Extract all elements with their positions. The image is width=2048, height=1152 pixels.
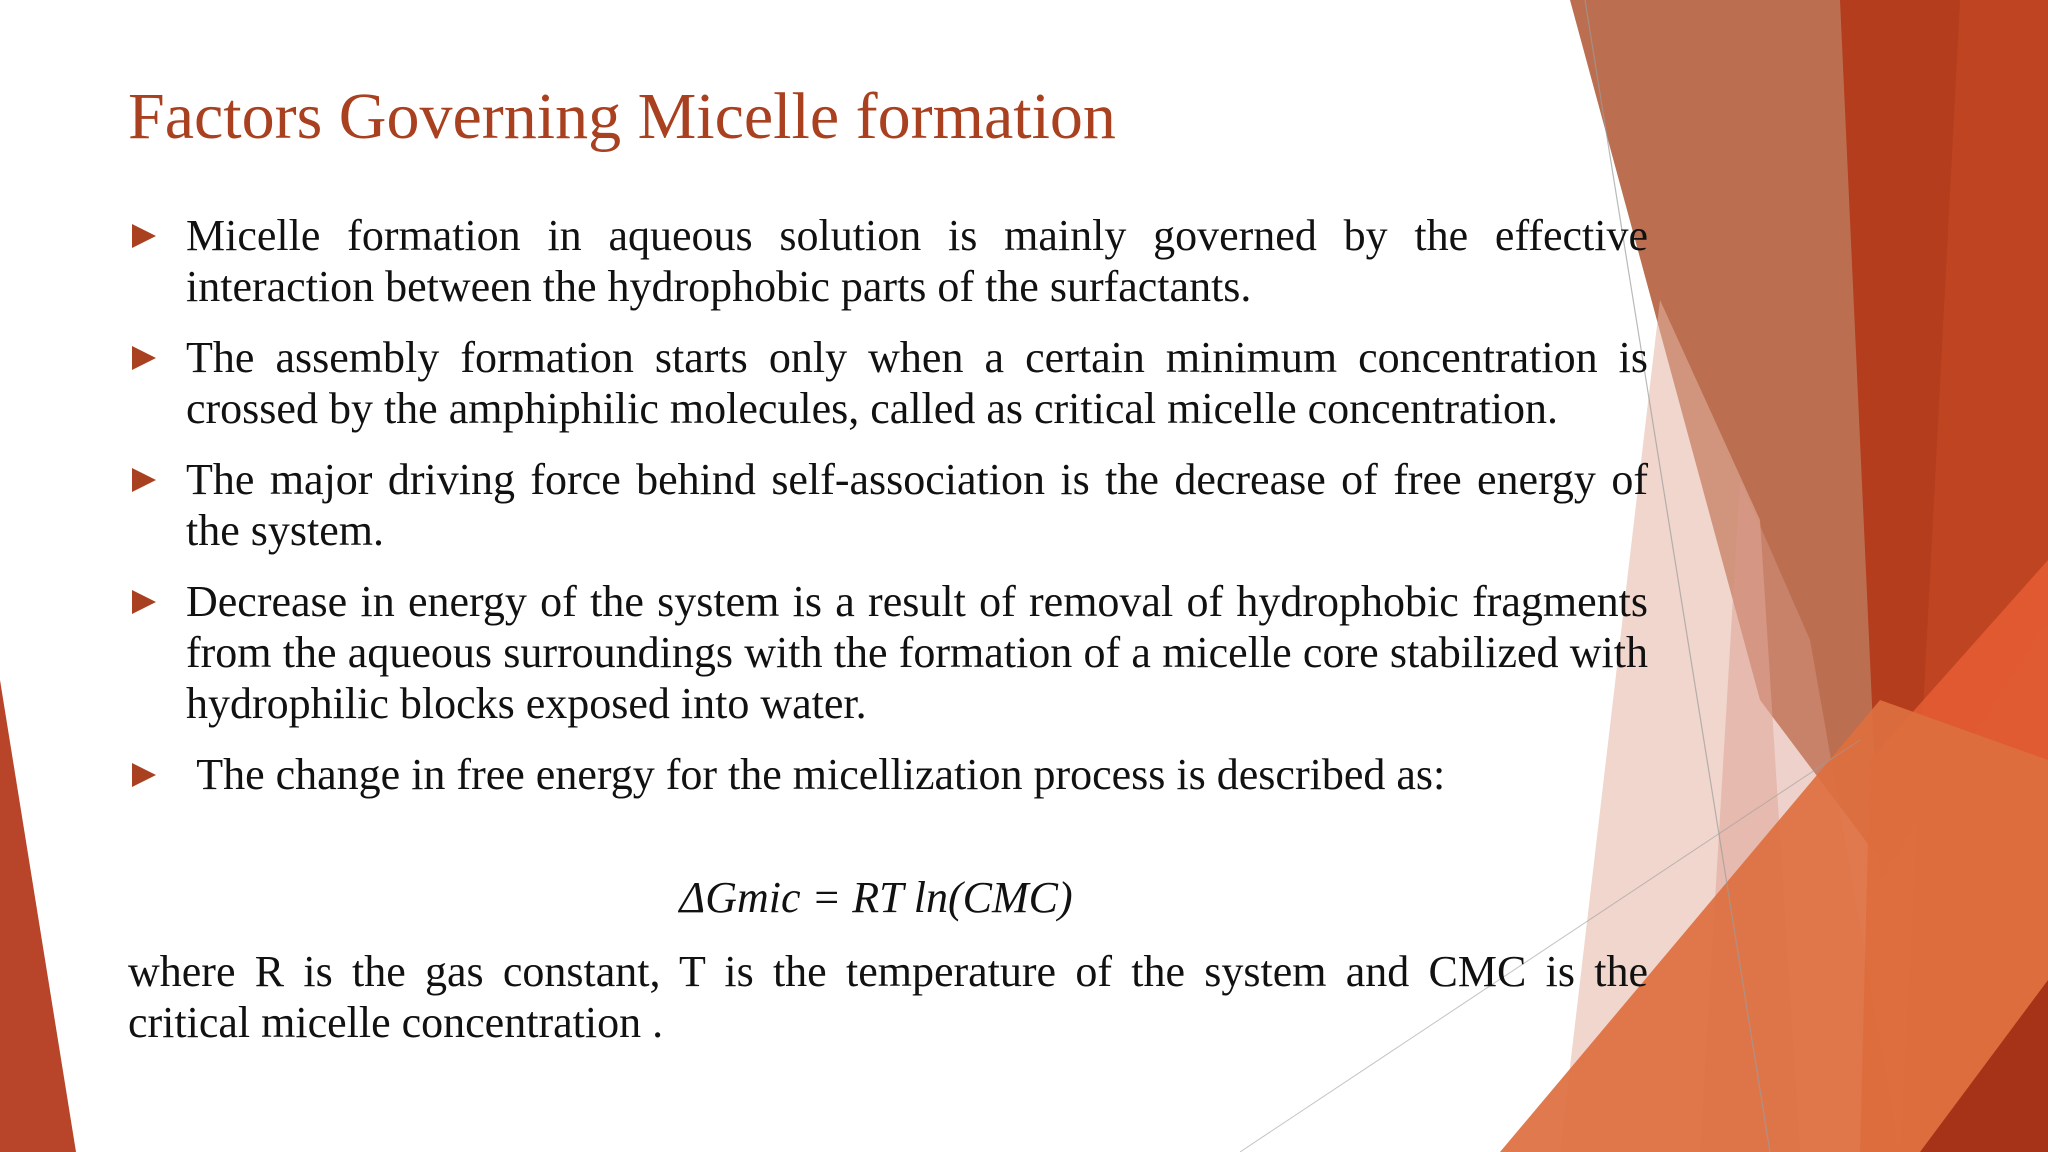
bullet-text: Decrease in energy of the system is a result of removal of hydrophobic fragments from the aqueous surroundings with the formation of a micelle core stabilized with hydrophilic blocks exposed into water.	[186, 577, 1648, 728]
bullet-triangle-icon	[132, 468, 156, 492]
bullet-item	[128, 749, 1648, 800]
bullet-item	[128, 454, 1648, 556]
bullet-list	[128, 210, 1648, 820]
bullet-item	[128, 576, 1648, 729]
bullet-item	[128, 332, 1648, 434]
bullet-triangle-icon	[132, 224, 156, 248]
bullet-triangle-icon	[132, 346, 156, 370]
bullet-text: The major driving force behind self-association is the decrease of free energy of the system.	[186, 455, 1648, 555]
bullet-triangle-icon	[132, 590, 156, 614]
bullet-triangle-icon	[132, 763, 156, 787]
formula-explanation: where R is the gas constant, T is the temperature of the system and CMC is the critical micelle concentration .	[128, 947, 1648, 1047]
bullet-text: The change in free energy for the micellization process is described as:	[186, 750, 1446, 799]
bullet-item	[128, 210, 1648, 312]
bullet-text: The assembly formation starts only when a certain minimum concentration is crossed by the amphiphilic molecules, called as critical micelle concentration.	[186, 333, 1648, 433]
slide-title: Factors Governing Micelle formation	[128, 80, 1116, 153]
bullet-text: Micelle formation in aqueous solution is mainly governed by the effective interaction between the hydrophobic parts of the surfactants.	[186, 211, 1648, 311]
free-energy-formula: ΔGmic = RT ln(CMC)	[679, 873, 1073, 922]
